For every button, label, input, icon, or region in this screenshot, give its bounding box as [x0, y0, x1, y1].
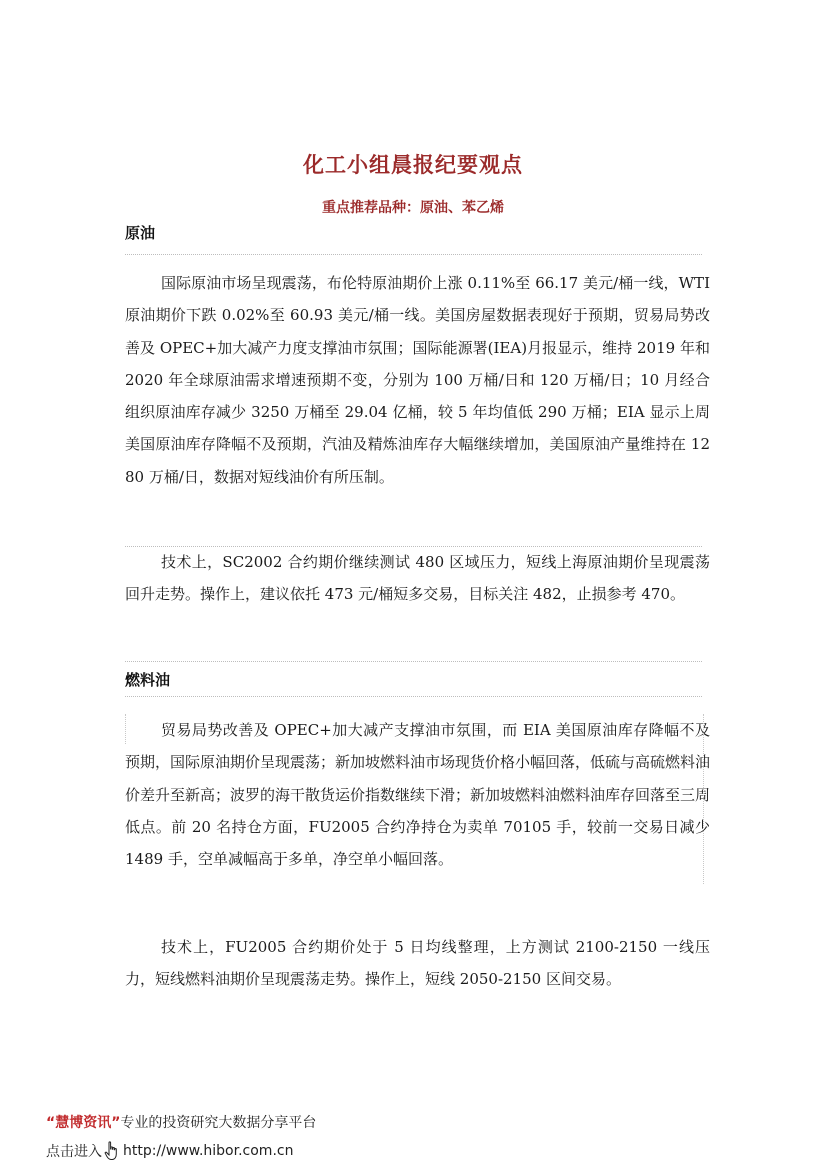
section-heading-crude-oil: 原油 — [125, 224, 156, 242]
document-subtitle: 重点推荐品种：原油、苯乙烯 — [322, 200, 504, 216]
section-heading-fuel-oil: 燃料油 — [125, 671, 171, 689]
divider — [125, 696, 702, 697]
footer-tagline-text: 专业的投资研究大数据分享平台 — [120, 1115, 317, 1131]
footer-tagline — [46, 1112, 316, 1132]
paragraph-crude-oil-technical: 技术上，SC2002 合约期价继续测试 480 区域压力，短线上海原油期价呈现震荡回升走势。操作上，建议依托 473 元/桶短多交易，目标关注 482，止损参考 470。 — [125, 553, 710, 604]
divider — [703, 714, 704, 884]
divider — [125, 714, 126, 744]
paragraph-fuel-oil-technical: 技术上，FU2005 合约期价处于 5 日均线整理，上方测试 2100-2150 一线压力，短线燃料油期价呈现震荡走势。操作上，短线 2050-2150 区间交易。 — [125, 938, 710, 989]
divider — [125, 254, 702, 255]
divider — [125, 661, 702, 662]
hand-pointer-icon — [104, 1141, 120, 1161]
document-title: 化工小组晨报纪要观点 — [303, 153, 523, 177]
footer-link-prefix: 点击进入 — [46, 1144, 102, 1160]
paragraph-crude-oil-market: 国际原油市场呈现震荡，布伦特原油期价上涨 0.11%至 66.17 美元/桶一线，WTI 原油期价下跌 0.02%至 60.93 美元/桶一线。美国房屋数据表现好于预期，贸易局势改善及 OPEC+加大减产力度支撑油市氛围；国际能源署(IEA)月报显示，维持 2019 年和 2020 年全球原油需求增速预期不变，分别为 100 万桶/日和 120 万桶/日；10 月经合组织原油库存减少 3250 万桶至 29.04 亿桶，较 5 年均值低 290 万桶；EIA 显示上周美国原油库存降幅不及预期，汽油及精炼油库存大幅继续增加，美国原油产量维持在 1280 万桶/日，数据对短线油价有所压制。 — [125, 274, 710, 486]
footer-link-row[interactable] — [46, 1141, 293, 1161]
paragraph-fuel-oil-market: 贸易局势改善及 OPEC+加大减产支撑油市氛围，而 EIA 美国原油库存降幅不及预期，国际原油期价呈现震荡；新加坡燃料油市场现货价格小幅回落，低硫与高硫燃料油价差升至新高；波罗的海干散货运价指数继续下滑；新加坡燃料油燃料油库存回落至三周低点。前 20 名持仓方面，FU2005 合约净持仓为卖单 70105 手，较前一交易日减少 1489 手，空单减幅高于多单，净空单小幅回落。 — [125, 721, 711, 869]
footer-link-url[interactable]: http://www.hibor.com.cn — [123, 1143, 294, 1159]
footer-brand: “慧博资讯” — [46, 1115, 121, 1131]
